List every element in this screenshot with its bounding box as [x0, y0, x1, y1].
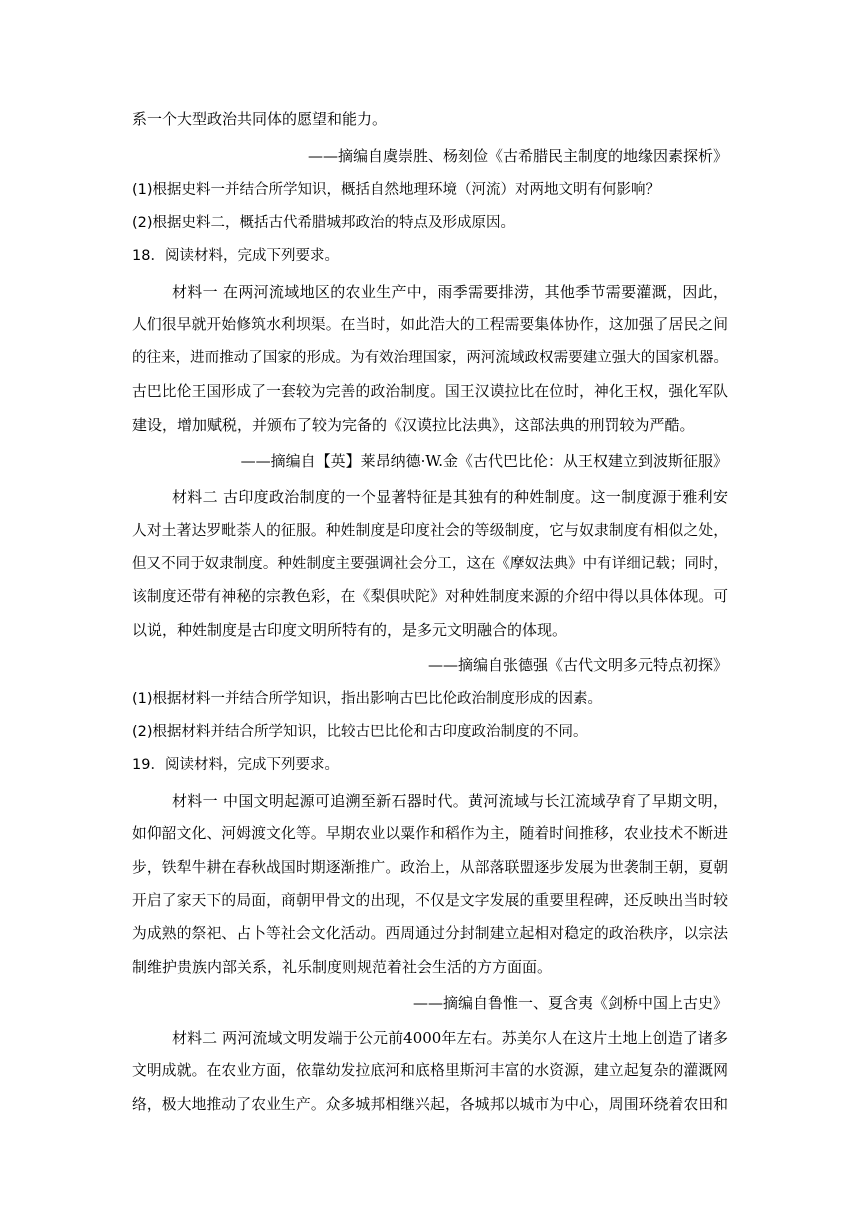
question-1: (1)根据材料一并结合所学知识，指出影响古巴比伦政治制度形成的因素。: [132, 691, 603, 707]
material-text-line: 络，极大地推动了农业生产。众多城邦相继兴起，各城邦以城市为中心，周围环绕着农田和: [132, 1096, 728, 1113]
material-text-line: 人们很早就开始修筑水利坝渠。在当时，如此浩大的工程需要集体协作，这加强了居民之间: [132, 316, 728, 333]
material-text-line: 人对土著达罗毗荼人的征服。种姓制度是印度社会的等级制度，它与奴隶制度有相似之处，: [132, 522, 728, 539]
material-text-line: 的往来，进而推动了国家的形成。为有效治理国家，两河流域政权需要建立强大的国家机器。: [132, 350, 728, 366]
material-text-line: 材料二 古印度政治制度的一个显著特征是其独有的种姓制度。这一制度源于雅利安: [172, 488, 728, 506]
material-text-line: 步，铁犁牛耕在春秋战国时期逐渐推广。政治上，从部落联盟逐步发展为世袭制王朝，夏朝: [132, 859, 728, 876]
material-text-line: 但又不同于奴隶制度。种姓制度主要强调社会分工，这在《摩奴法典》中有详细记载；同时，: [132, 556, 728, 572]
material-text-line: 如仰韶文化、河姆渡文化等。早期农业以粟作和稻作为主，随着时间推移，农业技术不断进: [132, 825, 728, 842]
material-text-line: 制维护贵族内部关系，礼乐制度则规范着社会生活的方方面面。: [132, 958, 553, 976]
material-text-line: 材料一 在两河流域地区的农业生产中，雨季需要排涝，其他季节需要灌溉，因此，: [172, 283, 728, 301]
text-line: 系一个大型政治共同体的愿望和能力。: [132, 110, 388, 128]
question-heading-19: 19．阅读材料，完成下列要求。: [132, 757, 339, 773]
material-text-line: 材料一 中国文明起源可追溯至新石器时代。黄河流域与长江流域孕育了早期文明，: [172, 792, 728, 810]
source-citation: ——摘编自虞崇胜、杨刻俭《古希腊民主制度的地缘因素探析》: [307, 147, 728, 165]
material-text-line: 古巴比伦王国形成了一套较为完善的政治制度。国王汉谟拉比在位时，神化王权，强化军队: [132, 383, 728, 400]
material-text-line: 建设，增加赋税，并颁布了较为完备的《汉谟拉比法典》，这部法典的刑罚较为严酷。: [132, 416, 695, 434]
question-heading-18: 18．阅读材料，完成下列要求。: [132, 248, 339, 264]
question-2: (2)根据史料二，概括古代希腊城邦政治的特点及形成原因。: [132, 215, 516, 231]
material-text-line: 文明成就。在农业方面，依靠幼发拉底河和底格里斯河丰富的水资源，建立起复杂的灌溉网: [132, 1062, 728, 1079]
material-text-line: 该制度还带有神秘的宗教色彩，在《梨俱吠陀》对种姓制度来源的介绍中得以具体体现。可: [132, 588, 728, 605]
source-citation: ——摘编自鲁惟一、夏含夷《剑桥中国上古史》: [412, 994, 728, 1012]
question-1: (1)根据史料一并结合所学知识，概括自然地理环境（河流）对两地文明有何影响？: [132, 182, 661, 198]
material-text-line: 为成熟的祭祀、占卜等社会文化活动。西周通过分封制建立起相对稳定的政治秩序，以宗法: [132, 925, 728, 942]
material-text-line: 以说，种姓制度是古印度文明所特有的，是多元文明融合的体现。: [132, 621, 568, 639]
material-text-line: 材料二 两河流域文明发端于公元前4000年左右。苏美尔人在这片土地上创造了诸多: [172, 1029, 728, 1047]
source-citation: ——摘编自【英】莱昂纳德·W.金《古代巴比伦：从王权建立到波斯征服》: [240, 452, 728, 470]
question-2: (2)根据材料并结合所学知识，比较古巴比伦和古印度政治制度的不同。: [132, 724, 588, 740]
source-citation: ——摘编自张德强《古代文明多元特点初探》: [427, 656, 728, 674]
material-text-line: 开启了家天下的局面，商朝甲骨文的出现，不仅是文字发展的重要里程碑，还反映出当时较: [132, 892, 728, 909]
